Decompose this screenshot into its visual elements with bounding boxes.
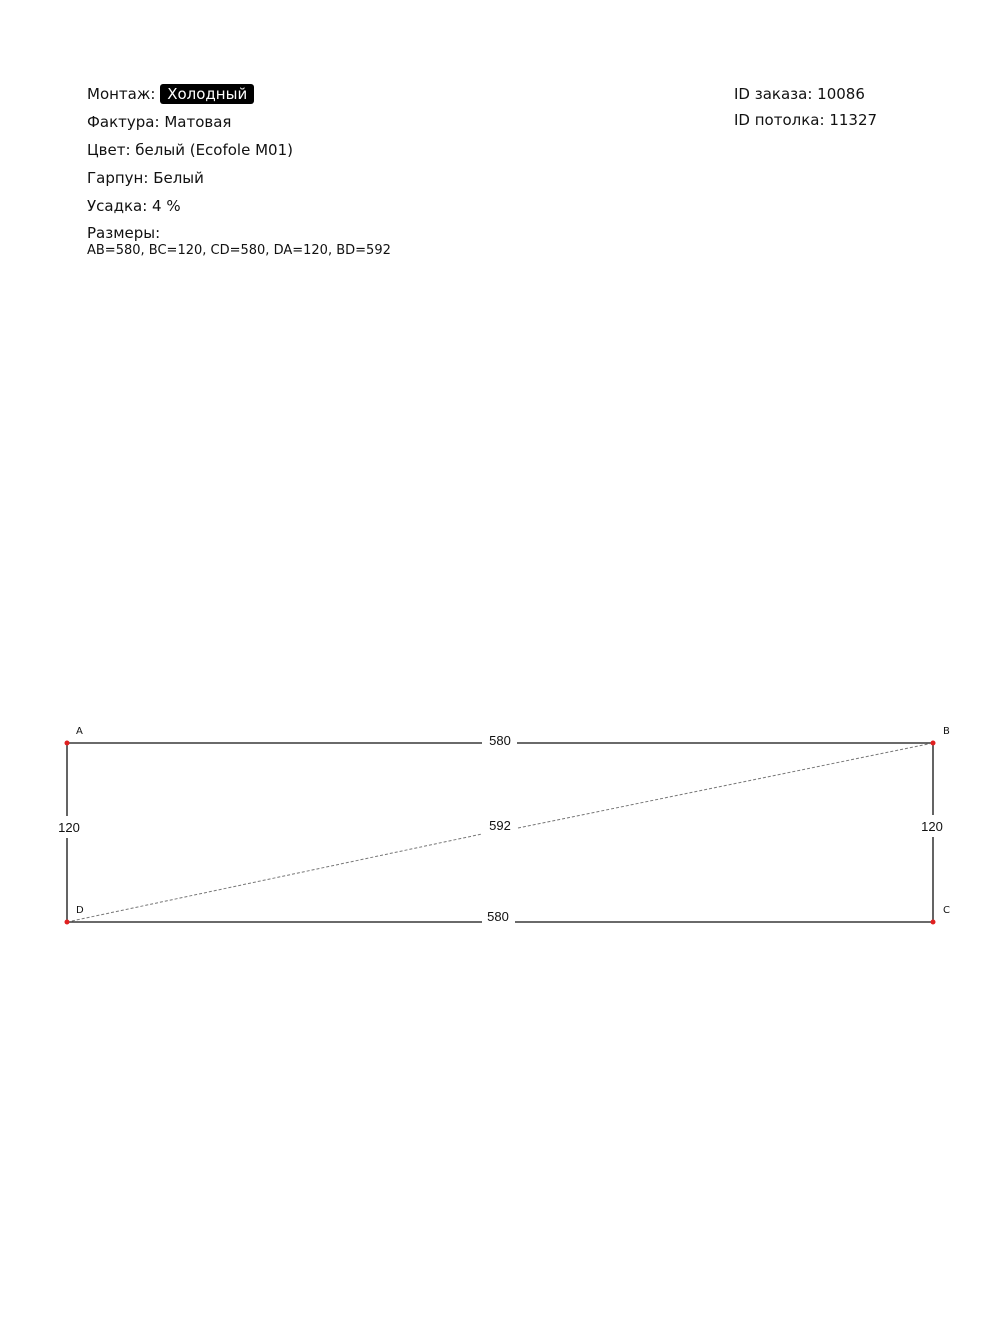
point-label-b: B bbox=[943, 726, 950, 737]
dim-cd: 580 bbox=[487, 909, 509, 924]
vertex-a bbox=[65, 741, 70, 746]
shrink-value: 4 % bbox=[152, 197, 181, 215]
texture-label: Фактура: bbox=[87, 113, 160, 131]
vertex-d bbox=[65, 920, 70, 925]
order-id-label: ID заказа: bbox=[734, 85, 813, 103]
harpoon-value: Белый bbox=[153, 169, 204, 187]
dim-bd: 592 bbox=[489, 818, 511, 833]
mount-badge: Холодный bbox=[160, 84, 254, 104]
ceiling-id-label: ID потолка: bbox=[734, 111, 825, 129]
dim-bc: 120 bbox=[921, 819, 943, 834]
shrink-label: Усадка: bbox=[87, 197, 148, 215]
point-label-c: C bbox=[943, 905, 950, 916]
mount-label: Монтаж: bbox=[87, 85, 156, 103]
vertex-c bbox=[931, 920, 936, 925]
color-label: Цвет: bbox=[87, 141, 131, 159]
dim-ab: 580 bbox=[489, 733, 511, 748]
sizes-label: Размеры: bbox=[87, 224, 161, 242]
ceiling-id-value: 11327 bbox=[829, 111, 878, 129]
order-id-value: 10086 bbox=[817, 85, 865, 103]
point-label-a: A bbox=[76, 726, 83, 737]
vertex-b bbox=[931, 741, 936, 746]
harpoon-label: Гарпун: bbox=[87, 169, 149, 187]
diagonal-bd-lower bbox=[67, 834, 482, 922]
point-label-d: D bbox=[76, 905, 84, 916]
diagonal-bd-upper bbox=[518, 743, 933, 828]
sizes-value: AB=580, BC=120, CD=580, DA=120, BD=592 bbox=[87, 243, 391, 258]
texture-value: Матовая bbox=[164, 113, 232, 131]
dim-da: 120 bbox=[58, 820, 80, 835]
color-value: белый (Ecofole M01) bbox=[135, 141, 293, 159]
